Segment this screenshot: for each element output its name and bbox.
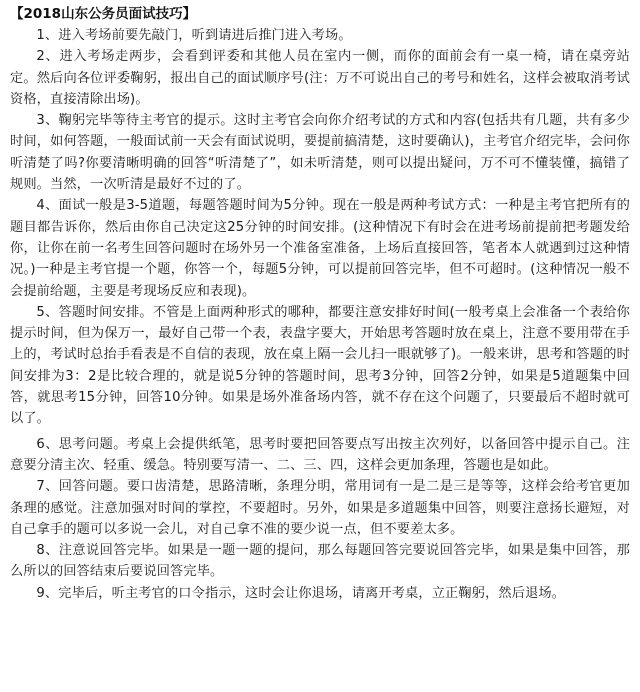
paragraph-3: 3、鞠躬完毕等待主考官的提示。这时主考官会向你介绍考试的方式和内容(包括共有几题，共有多少时间，如何答题，一般面试前一天会有面试说明，要提前搞清楚，这时要确认)，主考官介绍完毕，会问你听清楚了吗?你要清晰明确的回答“听清楚了”，如未听清楚，则可以提出疑问，万不可不懂装懂，搞错了规则。当然，一次听清是最好不过的了。: [10, 113, 630, 193]
paragraph-1: 1、进入考场前要先敲门，听到请进后推门进入考场。: [36, 28, 352, 43]
paragraph-6: 6、思考问题。考桌上会提供纸笔，思考时要把回答要点写出按主次列好，以备回答中提示自己。注意要分清主次、轻重、缓急。特别要写清一、二、三、四，这样会更加条理，答题也是如此。: [10, 436, 630, 473]
paragraph-4: 4、面试一般是3-5道题，每题答题时间为5分钟。现在一般是两种考试方式：一种是主考官把所有的题目都告诉你，然后由你自己决定这25分钟的时间安排。(这种情况下有时会在进考场前提前把考题发给你，让你在前一名考生回答问题时在场外另一个准备室准备，上场后直接回答，笔者本人就遇到过这种情况。)一种是主考官提一个题，你答一个，每题5分钟，可以提前回答完毕，但不可超时。(这种情况一般不会提前给题，主要是考现场反应和表现)。: [10, 198, 630, 299]
paragraph-7: 7、回答问题。要口齿清楚，思路清晰，条理分明，常用词有一是二是三是等等，这样会给考官更加条理的感觉。注意加强对时间的掌控，不要超时。另外，如果是多道题集中回答，则要注意扬长避短，对自己拿手的题可以多说一会儿，对自己拿不准的要少说一点，但不要差太多。: [10, 479, 630, 537]
paragraph-8: 8、注意说回答完毕。如果是一题一题的提问，那么每题回答完要说回答完毕，如果是集中回答，那么所以的回答结束后要说回答完毕。: [10, 543, 630, 580]
article-title: 【2018山东公务员面试技巧】: [10, 6, 197, 22]
paragraph-9: 9、完毕后，听主考官的口令指示，这时会让你退场，请离开考桌，立正鞠躬，然后退场。: [36, 585, 566, 601]
paragraph-5: 5、答题时间安排。不管是上面两种形式的哪种，都要注意安排好时间(一般考桌上会准备一个表给你提示时间，但为保万一，最好自己带一个表，表盘字要大，开始思考答题时放在桌上，注意不要用带在手上的，考试时总抬手看表是不自信的表现，放在桌上隔一会儿扫一眼就够了)。一般来讲，思考和答题的时间安排为3：2是比较合理的，就是说5分钟的答题时间，思考3分钟，回答2分钟，如果是5道题集中回答，就思考15分钟，回答10分钟。如果是场外准备场内答，就不存在这个问题了，只要最后不超时就可以了。: [10, 304, 630, 427]
paragraph-2: 2、进入考场走两步，会看到评委和其他人员在室内一侧，而你的面前会有一桌一椅，请在桌旁站定。然后向各位评委鞠躬，报出自己的面试顺序号(注：万不可说出自己的考号和姓名，这样会被取消考试资格，直接清除出场)。: [10, 49, 630, 107]
